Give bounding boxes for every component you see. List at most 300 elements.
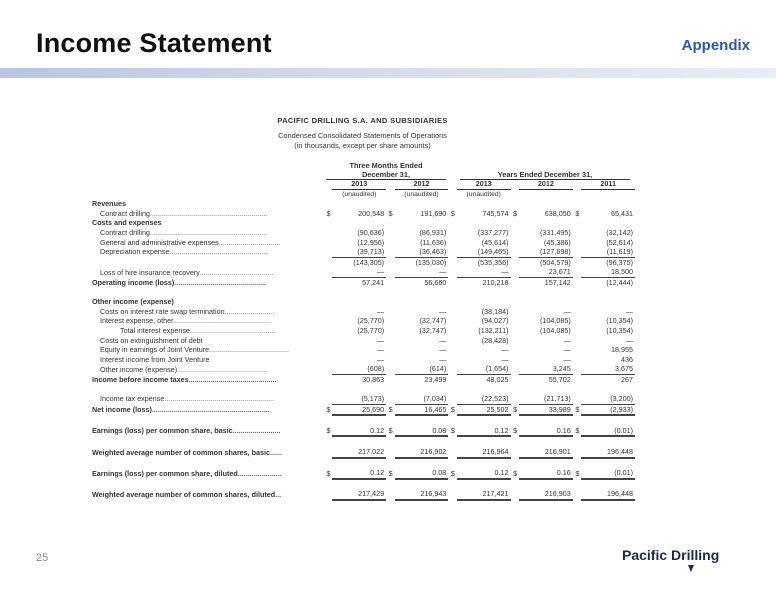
currency-symbol <box>386 257 395 267</box>
currency-symbol: $ <box>575 404 580 414</box>
value-cell: (504,579) <box>519 257 573 267</box>
year-col-5: 2011 <box>581 179 635 189</box>
income-statement-document <box>90 116 635 499</box>
value-cell: 0.08 <box>395 426 449 437</box>
value-cell: — <box>439 267 447 277</box>
audit-col-2: (unaudited) <box>404 190 439 198</box>
currency-symbol <box>386 336 395 346</box>
value-cell: (135,030) <box>395 257 449 267</box>
currency-symbol <box>386 297 395 307</box>
currency-symbol <box>448 199 457 209</box>
currency-symbol <box>386 267 395 277</box>
value-cell: (39,713) <box>357 247 385 257</box>
currency-symbol <box>448 247 457 257</box>
currency-symbol <box>573 374 582 384</box>
value-cell: (52,614) <box>606 237 633 247</box>
value-cell: 25,690 <box>332 404 386 415</box>
row-label: Net income (loss) <box>92 404 152 414</box>
value-cell <box>519 218 573 228</box>
currency-symbol <box>573 297 582 307</box>
value-cell: 0.12 <box>332 426 386 437</box>
leader-dots: ........................................................... <box>149 208 268 218</box>
table-row <box>90 209 635 219</box>
value-cell: — <box>439 345 447 355</box>
currency-symbol <box>511 199 520 209</box>
currency-symbol <box>511 238 520 248</box>
value-cell: (12,444) <box>581 277 635 287</box>
value-cell <box>457 297 511 307</box>
section-label: Appendix <box>681 37 750 54</box>
currency-symbol <box>448 257 457 267</box>
row-label: Income tax expense <box>100 394 165 404</box>
table-row <box>90 394 635 404</box>
leader-dots: ........................ <box>232 426 281 436</box>
currency-symbol <box>573 336 582 346</box>
row-label: Income before income taxes <box>92 374 189 384</box>
currency-symbol <box>386 364 395 374</box>
value-cell: — <box>501 354 509 364</box>
row-spacer <box>90 458 635 469</box>
currency-symbol <box>324 257 333 267</box>
leader-dots: ................................................. <box>173 316 271 326</box>
currency-symbol <box>573 316 582 326</box>
value-cell: 216,902 <box>395 447 449 458</box>
row-spacer <box>90 384 635 394</box>
leader-dots: ......................... <box>224 306 275 316</box>
table-row <box>90 316 635 326</box>
table-row <box>90 218 635 228</box>
year-col-3: 2013 <box>457 179 511 189</box>
value-cell: — <box>376 354 385 364</box>
row-label: Weighted average number of common shares, basic <box>92 447 271 457</box>
currency-symbol <box>324 364 333 374</box>
currency-symbol <box>448 489 457 500</box>
row-label-cell <box>90 307 324 317</box>
leader-dots: ........................................ <box>209 345 289 355</box>
page-title: Income Statement <box>36 28 272 58</box>
currency-symbol <box>386 247 395 257</box>
currency-symbol <box>448 336 457 346</box>
value-cell: (32,747) <box>419 325 447 335</box>
row-label: Interest expense, other <box>100 316 174 326</box>
value-cell: (10,354) <box>606 316 633 326</box>
value-cell <box>395 218 449 228</box>
value-cell: 191,690 <box>420 208 447 218</box>
currency-symbol <box>573 238 582 248</box>
currency-symbol <box>573 326 582 336</box>
leader-dots: ........................................................... <box>149 227 268 237</box>
currency-symbol <box>324 247 333 257</box>
value-cell: (45,614) <box>481 237 509 247</box>
currency-symbol: $ <box>575 426 580 436</box>
value-cell: 33,989 <box>519 404 573 415</box>
leader-dots: ...... <box>270 447 282 457</box>
value-cell: (94,027) <box>481 316 509 326</box>
currency-symbol <box>511 316 520 326</box>
row-label-cell <box>90 447 324 458</box>
value-cell: (38,184) <box>481 306 509 316</box>
value-cell: 745,574 <box>482 208 509 218</box>
currency-symbol <box>324 326 333 336</box>
currency-symbol <box>511 394 520 404</box>
currency-symbol <box>448 307 457 317</box>
currency-symbol: $ <box>513 404 518 414</box>
statement-subtitle: Condensed Consolidated Statements of Operations <box>278 131 447 140</box>
currency-symbol <box>511 228 520 238</box>
logo-text: Pacific Drilling <box>622 547 720 563</box>
value-cell: 216,964 <box>457 447 511 458</box>
value-cell <box>395 297 449 307</box>
table-row <box>90 364 635 374</box>
leader-dots: ...................... <box>237 468 282 478</box>
currency-symbol: $ <box>575 468 580 478</box>
value-cell: (143,305) <box>332 257 386 267</box>
currency-symbol <box>324 316 333 326</box>
currency-symbol <box>573 199 582 209</box>
row-spacer <box>90 479 635 490</box>
value-cell: 23,499 <box>395 374 449 384</box>
value-cell: 0.12 <box>332 468 386 479</box>
currency-symbol <box>511 247 520 257</box>
value-cell <box>581 297 635 307</box>
currency-symbol <box>386 374 395 384</box>
table-row <box>90 297 635 307</box>
currency-symbol <box>386 326 395 336</box>
value-cell: (337,277) <box>477 227 509 237</box>
value-cell: 57,241 <box>332 277 386 287</box>
currency-symbol <box>386 277 395 287</box>
value-cell: (25,770) <box>357 325 385 335</box>
currency-symbol: $ <box>326 426 331 436</box>
value-cell: 217,421 <box>457 489 511 500</box>
table-row <box>90 326 635 336</box>
table-row <box>90 238 635 248</box>
currency-symbol <box>386 345 395 355</box>
currency-symbol <box>573 218 582 228</box>
value-cell: 267 <box>581 374 635 384</box>
value-cell <box>332 218 386 228</box>
currency-symbol <box>511 297 520 307</box>
leader-dots: ............................... <box>218 237 281 247</box>
row-label-cell <box>90 426 324 437</box>
value-cell: (11,636) <box>420 237 447 247</box>
row-label: Contract drilling <box>100 208 150 218</box>
value-cell: 216,901 <box>519 447 573 458</box>
value-cell: 217,022 <box>332 447 386 458</box>
company-logo <box>622 547 732 577</box>
currency-symbol: $ <box>513 468 518 478</box>
value-cell: (32,747) <box>419 316 447 326</box>
table-row <box>90 307 635 317</box>
row-label-cell <box>90 326 324 336</box>
currency-symbol: $ <box>450 468 455 478</box>
currency-symbol <box>324 218 333 228</box>
row-label-cell <box>90 199 324 209</box>
row-label: Costs on extinguishment of debt <box>100 335 203 345</box>
drill-bit-icon <box>686 565 696 573</box>
value-cell: (21,713) <box>543 394 571 404</box>
value-cell: 216,903 <box>519 489 573 500</box>
currency-symbol <box>448 364 457 374</box>
leader-dots: ............................................ <box>188 374 277 384</box>
value-cell <box>395 199 449 209</box>
value-cell: — <box>376 267 385 277</box>
table-row <box>90 355 635 365</box>
row-label-cell <box>90 316 324 326</box>
table-row <box>90 336 635 346</box>
financial-table <box>90 179 635 501</box>
leader-dots: ....................................................... <box>164 394 275 404</box>
year-col-1: 2013 <box>332 179 386 189</box>
leader-dots: ... <box>275 489 282 499</box>
currency-symbol <box>324 297 333 307</box>
table-row <box>90 404 635 415</box>
value-cell <box>457 218 511 228</box>
currency-symbol <box>511 355 520 365</box>
value-cell: — <box>439 354 447 364</box>
value-cell: (614) <box>429 364 447 374</box>
value-cell: 0.12 <box>457 468 511 479</box>
table-row <box>90 374 635 384</box>
row-label: Loss of hire insurance recovery <box>100 267 200 277</box>
row-label-cell <box>90 238 324 248</box>
currency-symbol: $ <box>326 468 331 478</box>
value-cell: (11,619) <box>606 247 633 257</box>
currency-symbol <box>324 277 333 287</box>
value-cell: — <box>625 335 633 345</box>
group-header-line1: Three Months Ended <box>349 161 423 170</box>
table-row <box>90 247 635 257</box>
value-cell: 216,943 <box>395 489 449 500</box>
value-cell: — <box>376 306 385 316</box>
currency-symbol: $ <box>450 426 455 436</box>
currency-symbol: $ <box>388 426 393 436</box>
value-cell: 157,142 <box>519 277 573 287</box>
currency-symbol <box>573 228 582 238</box>
currency-symbol <box>448 228 457 238</box>
currency-symbol <box>448 374 457 384</box>
currency-symbol <box>386 238 395 248</box>
row-label-cell <box>90 218 324 228</box>
currency-symbol <box>448 447 457 458</box>
currency-symbol <box>573 447 582 458</box>
currency-symbol <box>324 374 333 384</box>
currency-symbol <box>386 307 395 317</box>
value-cell: (5,173) <box>361 394 385 404</box>
row-label: Depreciation expense <box>100 247 170 257</box>
currency-symbol <box>448 394 457 404</box>
row-label-cell <box>90 209 324 219</box>
currency-symbol <box>511 267 520 277</box>
value-cell: — <box>563 335 571 345</box>
row-label-cell <box>90 345 324 355</box>
currency-symbol <box>448 326 457 336</box>
row-spacer <box>90 288 635 298</box>
table-row <box>90 267 635 277</box>
row-label-cell <box>90 355 324 365</box>
row-label: Contract drilling <box>100 227 150 237</box>
table-row <box>90 228 635 238</box>
value-cell: — <box>439 335 447 345</box>
row-label: Interest income from Joint Venture <box>100 354 210 364</box>
row-label-cell <box>90 228 324 238</box>
currency-symbol <box>573 345 582 355</box>
currency-symbol <box>573 355 582 365</box>
currency-symbol <box>511 364 520 374</box>
year-col-2: 2012 <box>395 179 449 189</box>
row-label-cell <box>90 257 324 267</box>
row-label-cell <box>90 404 324 415</box>
value-cell: (608) <box>367 364 385 374</box>
currency-symbol <box>511 336 520 346</box>
row-label-cell <box>90 297 324 307</box>
currency-symbol <box>386 218 395 228</box>
row-label: Operating income (loss) <box>92 277 175 287</box>
value-cell: (45,386) <box>543 237 571 247</box>
year-header-row <box>90 179 635 189</box>
currency-symbol: $ <box>326 208 331 218</box>
value-cell <box>332 297 386 307</box>
value-cell: 196,448 <box>581 489 635 500</box>
currency-symbol <box>448 267 457 277</box>
currency-symbol <box>324 355 333 365</box>
currency-symbol <box>573 257 582 267</box>
row-label: Costs on interest rate swap termination <box>100 306 225 316</box>
currency-symbol <box>386 394 395 404</box>
value-cell: (22,523) <box>481 394 509 404</box>
currency-symbol: $ <box>388 404 393 414</box>
value-cell <box>581 199 635 209</box>
currency-symbol <box>573 267 582 277</box>
currency-symbol <box>448 316 457 326</box>
value-cell: — <box>563 345 571 355</box>
table-row <box>90 345 635 355</box>
currency-symbol <box>324 394 333 404</box>
currency-symbol <box>511 326 520 336</box>
value-cell: 18,500 <box>611 267 633 277</box>
row-label: Revenues <box>92 199 126 209</box>
value-cell: (104,085) <box>539 316 571 326</box>
currency-symbol <box>448 238 457 248</box>
value-cell <box>332 199 386 209</box>
leader-dots: ............................................. <box>177 364 267 374</box>
value-cell: 3,675 <box>615 364 633 374</box>
currency-symbol <box>324 307 333 317</box>
row-label: Other income (expense) <box>100 364 178 374</box>
value-cell: (25,770) <box>357 316 385 326</box>
currency-symbol <box>386 489 395 500</box>
value-cell: (32,142) <box>606 227 633 237</box>
row-label-cell <box>90 336 324 346</box>
value-cell: (36,463) <box>419 247 447 257</box>
currency-symbol <box>324 336 333 346</box>
row-label: Earnings (loss) per common share, diluted <box>92 468 238 478</box>
value-cell: 200,548 <box>358 208 385 218</box>
currency-symbol <box>324 489 333 500</box>
currency-symbol <box>511 447 520 458</box>
currency-symbol <box>386 355 395 365</box>
value-cell: 56,660 <box>395 277 449 287</box>
value-cell: (1,654) <box>485 364 509 374</box>
year-col-4: 2012 <box>519 179 573 189</box>
currency-symbol <box>386 447 395 458</box>
row-label: Weighted average number of common shares, diluted <box>92 489 276 499</box>
currency-symbol <box>511 489 520 500</box>
value-cell: (12,956) <box>357 237 385 247</box>
row-label: Equity in earnings of Joint Venture <box>100 345 210 355</box>
value-cell: (86,931) <box>419 227 447 237</box>
currency-symbol <box>511 218 520 228</box>
currency-symbol <box>573 247 582 257</box>
table-row <box>90 199 635 209</box>
value-cell: (104,085) <box>539 325 571 335</box>
currency-symbol <box>448 277 457 287</box>
table-row <box>90 447 635 458</box>
table-row <box>90 468 635 479</box>
value-cell: (2,933) <box>581 404 635 415</box>
currency-symbol <box>386 228 395 238</box>
audit-col-5 <box>581 189 635 199</box>
currency-symbol <box>573 277 582 287</box>
value-cell: 0.16 <box>519 468 573 479</box>
leader-dots: ................................................. <box>169 247 268 257</box>
currency-symbol: $ <box>388 468 393 478</box>
value-cell: (535,356) <box>457 257 511 267</box>
value-cell: 30,863 <box>332 374 386 384</box>
currency-symbol <box>511 345 520 355</box>
currency-symbol <box>511 257 520 267</box>
currency-symbol <box>511 374 520 384</box>
currency-symbol: $ <box>450 208 455 218</box>
value-cell: 0.12 <box>457 426 511 437</box>
currency-symbol <box>324 238 333 248</box>
value-cell: (10,354) <box>606 325 633 335</box>
group-header-line2: December 31, <box>326 170 446 180</box>
value-cell: (331,495) <box>539 227 571 237</box>
value-cell: (149,465) <box>477 247 509 257</box>
value-cell: (90,636) <box>357 227 385 237</box>
leader-dots: ..................................... <box>199 267 274 277</box>
audit-status-row <box>90 189 635 199</box>
value-cell: — <box>563 306 571 316</box>
currency-symbol <box>386 316 395 326</box>
currency-symbol <box>573 364 582 374</box>
currency-symbol: $ <box>513 208 518 218</box>
currency-symbol <box>448 297 457 307</box>
value-cell: (127,698) <box>539 247 571 257</box>
page-number: 25 <box>36 552 49 564</box>
currency-symbol: $ <box>450 404 455 414</box>
value-cell: 638,050 <box>544 208 571 218</box>
row-label-cell <box>90 277 324 287</box>
value-cell: 48,025 <box>457 374 511 384</box>
value-cell: — <box>501 267 509 277</box>
value-cell <box>519 297 573 307</box>
value-cell: — <box>563 354 571 364</box>
currency-symbol: $ <box>575 208 580 218</box>
currency-symbol <box>573 307 582 317</box>
currency-symbol <box>573 489 582 500</box>
value-cell: (28,428) <box>481 335 509 345</box>
table-row <box>90 277 635 287</box>
value-cell: (132,211) <box>478 325 509 335</box>
currency-symbol <box>324 228 333 238</box>
header-band <box>0 68 776 78</box>
audit-col-4 <box>519 189 573 199</box>
row-label: Earnings (loss) per common share, basic <box>92 426 233 436</box>
table-row <box>90 489 635 500</box>
value-cell: 436 <box>621 354 633 364</box>
